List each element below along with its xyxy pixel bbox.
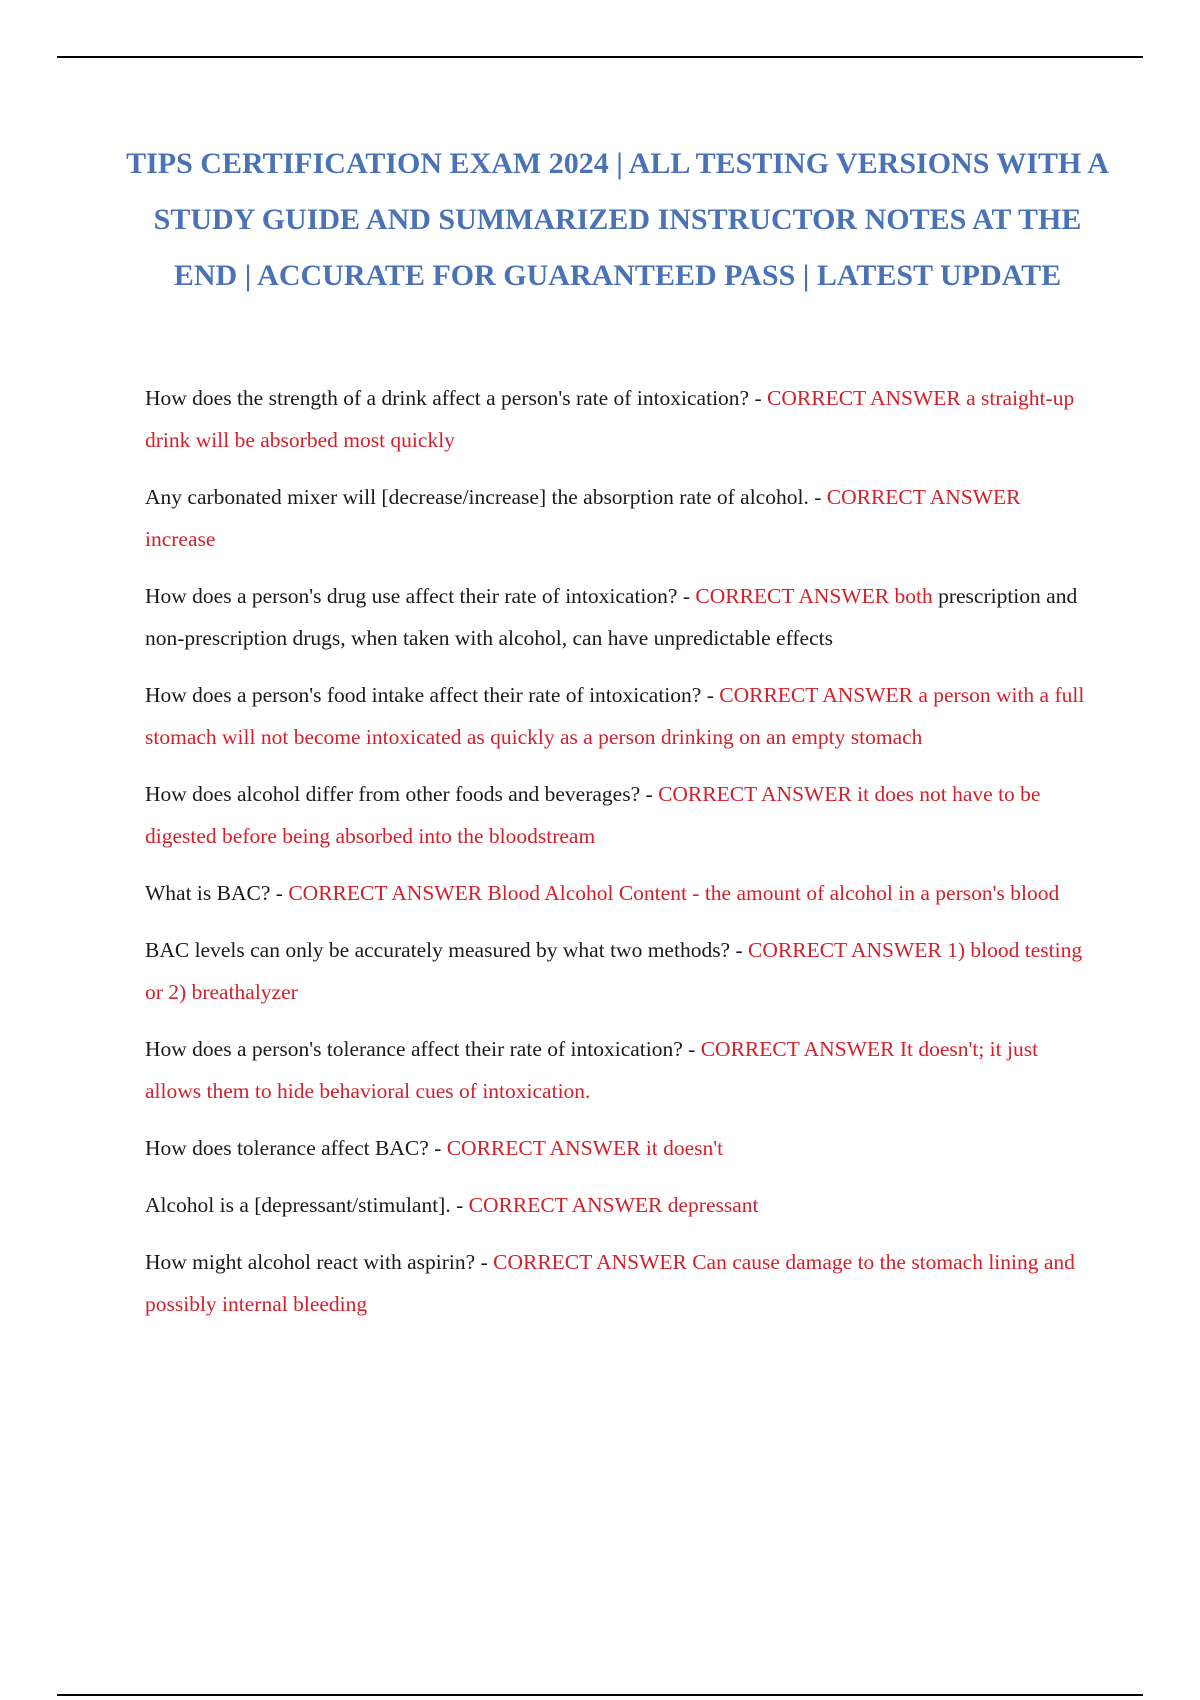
qa-item bbox=[145, 773, 1090, 857]
answer-prefix: CORRECT ANSWER bbox=[288, 881, 483, 905]
answer-text: both bbox=[894, 584, 933, 608]
answer-prefix: CORRECT ANSWER bbox=[719, 683, 913, 707]
question-text: Any carbonated mixer will [decrease/increase] the absorption rate of alcohol. bbox=[145, 485, 809, 509]
header-rule bbox=[57, 56, 1143, 58]
qa-item bbox=[145, 872, 1090, 914]
answer-prefix: CORRECT ANSWER bbox=[748, 938, 942, 962]
qa-item bbox=[145, 929, 1090, 1013]
qa-item bbox=[145, 377, 1090, 461]
question-text: Alcohol is a [depressant/stimulant]. bbox=[145, 1193, 451, 1217]
question-text: How might alcohol react with aspirin? bbox=[145, 1250, 476, 1274]
answer-prefix: CORRECT ANSWER bbox=[446, 1136, 641, 1160]
answer-text: a person with a full stomach will not become intoxicated as quickly as a person drinking on an empty stomach bbox=[145, 683, 1085, 749]
question-separator: - bbox=[701, 683, 720, 707]
answer-text: increase bbox=[145, 527, 216, 551]
question-text: What is BAC? bbox=[145, 881, 271, 905]
question-separator: - bbox=[749, 386, 768, 410]
qa-item bbox=[145, 1028, 1090, 1112]
question-separator: - bbox=[270, 881, 289, 905]
answer-text: Blood Alcohol Content - the amount of alcohol in a person's blood bbox=[487, 881, 1060, 905]
answer-text: depressant bbox=[667, 1193, 759, 1217]
question-separator: - bbox=[730, 938, 749, 962]
question-separator: - bbox=[677, 584, 696, 608]
answer-prefix: CORRECT ANSWER bbox=[767, 386, 961, 410]
question-separator: - bbox=[475, 1250, 494, 1274]
qa-item bbox=[145, 674, 1090, 758]
answer-prefix: CORRECT ANSWER bbox=[493, 1250, 687, 1274]
qa-list bbox=[145, 377, 1090, 1340]
question-separator: - bbox=[428, 1136, 447, 1160]
question-text: How does a person's drug use affect their rate of intoxication? bbox=[145, 584, 678, 608]
answer-text: It doesn't; it just allows them to hide behavioral cues of intoxication. bbox=[145, 1037, 1039, 1103]
answer-prefix: CORRECT ANSWER bbox=[826, 485, 1021, 509]
question-text: BAC levels can only be accurately measured by what two methods? bbox=[145, 938, 731, 962]
answer-text: a straight-up drink will be absorbed most quickly bbox=[145, 386, 1075, 452]
question-separator: - bbox=[682, 1037, 701, 1061]
qa-item bbox=[145, 476, 1090, 560]
answer-text: it doesn't bbox=[645, 1136, 724, 1160]
document-title: TIPS CERTIFICATION EXAM 2024 | ALL TESTING VERSIONS WITH A STUDY GUIDE AND SUMMARIZED INSTRUCTOR NOTES AT THE END | ACCURATE FOR GUARANTEED PASS | LATEST UPDATE bbox=[126, 147, 1109, 292]
question-text: How does a person's tolerance affect their rate of intoxication? bbox=[145, 1037, 683, 1061]
footer-rule bbox=[57, 1694, 1143, 1696]
answer-text: 1) blood testing or 2) breathalyzer bbox=[145, 938, 1083, 1004]
qa-item bbox=[145, 575, 1090, 659]
answer-text: it does not have to be digested before being absorbed into the bloodstream bbox=[145, 782, 1041, 848]
question-separator: - bbox=[640, 782, 659, 806]
question-separator: - bbox=[450, 1193, 469, 1217]
answer-prefix: CORRECT ANSWER bbox=[700, 1037, 895, 1061]
question-text: How does tolerance affect BAC? bbox=[145, 1136, 429, 1160]
answer-prefix: CORRECT ANSWER bbox=[695, 584, 890, 608]
question-text: How does a person's food intake affect their rate of intoxication? bbox=[145, 683, 702, 707]
question-separator: - bbox=[808, 485, 827, 509]
question-text: How does alcohol differ from other foods and beverages? bbox=[145, 782, 641, 806]
answer-prefix: CORRECT ANSWER bbox=[468, 1193, 663, 1217]
answer-continuation: prescription and non-prescription drugs, when taken with alcohol, can have unpredictable effects bbox=[145, 584, 1078, 650]
question-text: How does the strength of a drink affect a person's rate of intoxication? bbox=[145, 386, 750, 410]
answer-prefix: CORRECT ANSWER bbox=[658, 782, 852, 806]
qa-item bbox=[145, 1241, 1090, 1325]
answer-text: Can cause damage to the stomach lining and possibly internal bleeding bbox=[145, 1250, 1075, 1316]
qa-item bbox=[145, 1127, 1090, 1169]
qa-item bbox=[145, 1184, 1090, 1226]
